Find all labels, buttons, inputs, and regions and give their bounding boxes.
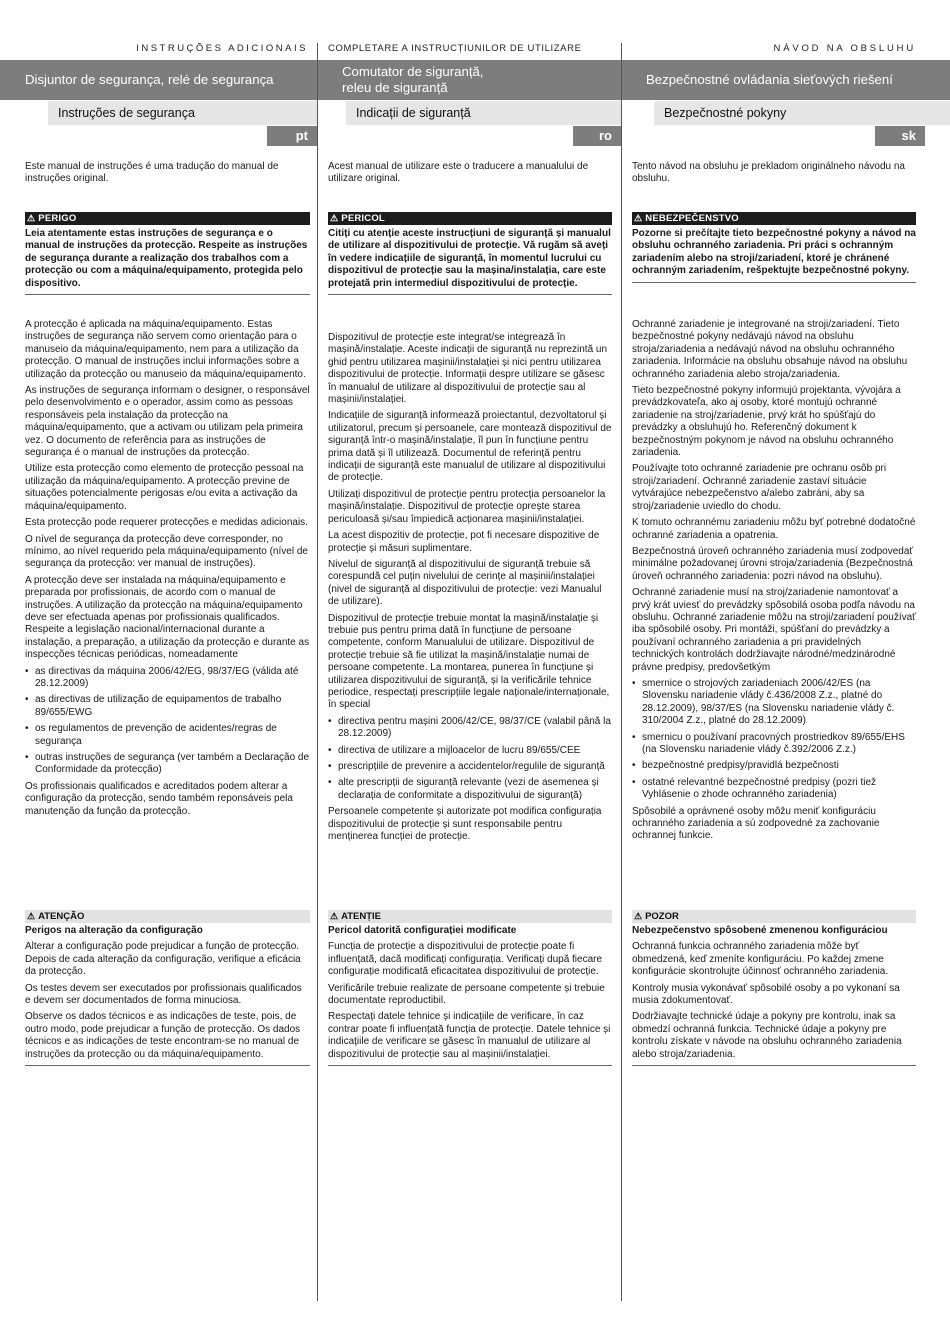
caution-box-pt: [25, 910, 310, 1066]
danger-text-sk: Pozorne si prečítajte tieto bezpečnostné pokyny a návod na obsluhu ochranného zariadenia. Pri práci s ochranným zariadením alebo na stroji/zariadení, ktoré je chránené ochranným zariadením, rešpektujte bezpečnostné pokyny.: [632, 228, 916, 277]
paragraph: Utilizați dispozitivul de protecție pentru protecția persoanelor la mașină/instalație. Dispozitivul de protecție oprește starea periculoasă și/sau împiedică acționarea mașinii/instalației.: [328, 488, 606, 525]
paragraph: Os testes devem ser executados por profissionais qualificados e devem ser documentados de forma minuciosa.: [25, 982, 302, 1007]
paragraph: Tieto bezpečnostné pokyny informujú projektanta, vývojára a prevádzkovateľa, ako aj osoby, ktoré montujú ochranné zariadenie na stroj/zariadenie, prvý krát ho spúšťajú do prevádzky a obsluhujú ho. Referenčný dokument k bezpečnostným pokynom je návod na obsluhu ochranného zariadenia.: [632, 385, 901, 459]
paragraph: Respectați datele tehnice și indicațiile de verificare, în caz contrar poate fi influențată funcția de protecție. Datele tehnice și indicațiile de verificare se găsesc în manualul de utilizare al dispozitivului de protecție sau al mașinii/instalației.: [328, 1011, 611, 1060]
divider: [632, 282, 916, 283]
paragraph: Dodržiavajte technické údaje a pokyny pre kontrolu, inak sa obmedzí ochranná funkcia. Technické údaje a pokyny pre kontrolu získate v návode na obsluhu ochranného zariadenia alebo stroja/zariadenia.: [632, 1011, 902, 1060]
warning-triangle-icon: ⚠: [634, 213, 643, 223]
main-text-ro: [328, 332, 612, 847]
title-sk: Bezpečnostné ovládania sieťových riešení: [646, 72, 893, 87]
column-ro: [328, 40, 612, 1300]
paragraph: Používajte toto ochranné zariadenie pre ochranu osôb pri stroji/zariadení. Ochranné zariadenie zastaví situácie vytvárajúce nebezpečenstvo a/alebo zabráni, aby sa stroj/zariadenie uviedlo do chodu.: [632, 463, 887, 512]
paragraph: Funcția de protecție a dispozitivului de protecție poate fi influențată, dacă modificați configurația. Verificați după fiecare configurație modificată eficacitatea dispozitivului de protecție.: [328, 941, 603, 978]
paragraph: Ochranné zariadenie je integrované na stroji/zariadení. Tieto bezpečnostné pokyny nedávajú návod na obsluhu stroja/zariadenia a nedávajú návod na obsluhu ochranného zariadenia. Informácie na obsluhu obsahuje návod na obsluhu ochranného zariadenia alebo stroja/zariadenia.: [632, 319, 908, 380]
caution-label-pt: ATENÇÃO: [38, 911, 85, 922]
bullet-list: [632, 678, 916, 802]
column-divider: [621, 43, 622, 1301]
top-tag-sk: NÁVOD NA OBSLUHU: [773, 43, 916, 54]
subtitle-ro: Indicații de siguranță: [356, 106, 471, 120]
paragraph: Ochranné zariadenie musí na stroj/zariadenie namontovať a prvý krát uviesť do prevádzky spôsobilá osoba podľa návodu na obsluhu. Ochranné zariadenie môžu na stroji/zariadení používať iba spôsobilé osoby. Pri montáži, spúšťaní do prevádzky a používaní ochranného zariadenia a pri pravidelných technických kontrolách dodržiavajte národné/medzinárodné právne predpisy, predovšetkým: [632, 587, 916, 673]
list-item: • bezpečnostné predpisy/pravidlá bezpečnosti: [632, 760, 916, 772]
divider: [328, 294, 612, 295]
list-item: • directiva de utilizare a mijloacelor de lucru 89/655/CEE: [328, 745, 612, 757]
list-item: • as directivas de utilização de equipamentos de trabalho 89/655/EWG: [25, 694, 310, 719]
paragraph: Os profissionais qualificados e acreditados podem alterar a configuração da protecção, sendo também reponsáveis pela manutenção da função da protecção.: [25, 780, 293, 817]
main-text-sk: [632, 319, 916, 847]
paragraph: Verificările trebuie realizate de persoane competente și trebuie documentate reproductibil.: [328, 982, 605, 1007]
column-divider: [317, 43, 318, 1301]
caution-header-sk: [632, 910, 916, 923]
list-item: • alte prescripții de siguranță relevante (vezi de asemenea și declarația de conformitate a dispozitivului de siguranță): [328, 777, 612, 802]
title-ro-line1: Comutator de siguranță,: [342, 64, 484, 79]
list-item: • ostatné relevantné bezpečnostné predpisy (pozri tiež Vyhlásenie o zhode ochranného zariadenia): [632, 777, 916, 802]
list-item: • as directivas da máquina 2006/42/EG, 98/37/EG (válida até 28.12.2009): [25, 666, 310, 691]
column-sk: [632, 40, 916, 1300]
paragraph: Nivelul de siguranță al dispozitivului de siguranță trebuie să corespundă cel puțin nivelului de cerințe al mașinii/instalației (nivel de siguranță al dispozitivului de protecție: vezi Manualul de utilizare).: [328, 558, 602, 608]
paragraph: Kontroly musia vykonávať spôsobilé osoby a po vykonaní sa musia zdokumentovať.: [632, 982, 900, 1007]
paragraph: Dispozitivul de protecție este integrat/se integrează în mașină/instalație. Aceste indicații de siguranță nu reprezintă un ghid pentru utilizarea mașinii/instalației și nici pentru utilizarea dispozitivului de protecție. Informații despre utilizare se găsesc în manualul de utilizare al dispozitivului de protecție sau al mașinii/instalației.: [328, 332, 608, 406]
paragraph: La acest dispozitiv de protecție, pot fi necesare dispozitive de protecție și măsuri suplimentare.: [328, 530, 600, 554]
paragraph: Esta protecção pode requerer protecções e medidas adicionais.: [25, 517, 308, 529]
caution-header-ro: [328, 910, 612, 923]
intro-sk: Tento návod na obsluhu je prekladom originálneho návodu na obsluhu.: [632, 161, 905, 185]
danger-box-pt: [25, 212, 310, 295]
paragraph: Bezpečnostná úroveň ochranného zariadenia musí zodpovedať minimálne požadovanej úrovni stroja/zariadenia (Bezpečnostná úroveň ochranného zariadenia: pozri návod na obsluhu).: [632, 545, 914, 582]
title-ro-line2: releu de siguranță: [342, 80, 448, 95]
warning-triangle-icon: ⚠: [27, 213, 36, 223]
warning-triangle-icon: ⚠: [330, 911, 339, 921]
caution-box-sk: [632, 910, 916, 1066]
lang-badge-sk: sk: [875, 126, 925, 146]
column-pt: [25, 40, 310, 1300]
divider: [25, 294, 310, 295]
list-item: • outras instruções de segurança (ver também a Declaração de Conformidade da protecção): [25, 752, 310, 777]
paragraph: Dispozitivul de protecție trebuie montat la mașină/instalație și trebuie pus pentru prima dată în funcțiune de persoane competente, conform Manualului de utilizare. Dispozitivul de protecție trebuie să fie utilizat la mașină/instalație numai de persoane competente. La montarea, punerea în funcțiune și utilizarea dispozitivului de siguranță, și la verificările tehnice periodice, respectați prescripțiile legale naționale/internaționale, în special: [328, 612, 610, 711]
caution-label-ro: ATENȚIE: [341, 911, 382, 922]
bullet-list: [25, 666, 310, 777]
danger-text-ro: Citiți cu atenție aceste instrucțiuni de siguranță și manualul de utilizare al dispozitivului de protecție. Vă rugăm să aveți în vedere indicațiile de siguranță, în momentul lucrului cu dispozitivul de protecție sau la mașina/instalația, care este protejată prin intermediul dispozitivului de protecție.: [328, 228, 611, 289]
list-item: • smernice o strojových zariadeniach 2006/42/ES (na Slovensku nariadenie vlády č.436/2008 Z.z., platné do 28.12.2009), 98/37/ES (na Slovensku nariadenie vlády č. 310/2004 Z.z., platné do 28.12.2009): [632, 678, 916, 728]
danger-header-sk: [632, 212, 916, 225]
intro-pt: Este manual de instruções é uma tradução do manual de instruções original.: [25, 161, 279, 185]
main-text-pt: [25, 319, 310, 822]
danger-label-sk: NEBEZPEČENSTVO: [645, 213, 739, 224]
danger-box-sk: [632, 212, 916, 283]
caution-subtitle-ro: Pericol datorită configurației modificate: [328, 925, 517, 936]
lang-badge-ro: ro: [573, 126, 621, 146]
warning-triangle-icon: ⚠: [634, 911, 643, 921]
list-item: • prescripțiile de prevenire a accidentelor/regulile de siguranță: [328, 761, 612, 773]
danger-text-pt: Leia atentamente estas instruções de segurança e o manual de instruções da protecção. Respeite as instruções de segurança durante a realização dos trabalhos com a protecção ou com a máquina/equipamento, protegida pelo dispositivo.: [25, 228, 308, 289]
paragraph: As instruções de segurança informam o designer, o responsável pelo desenvolvimento e o operador, assim como as pessoas responsáveis pela instalação da protecção na máquina/equipamento, que a activam ou utilizam pela primeira vez. O documento de referência para as instruções de segurança é o manual de instruções da protecção.: [25, 385, 310, 459]
paragraph: Persoanele competente și autorizate pot modifica configurația dispozitivului de protecție și sunt responsabile pentru menținerea funcției de protecție.: [328, 806, 602, 843]
caution-box-ro: [328, 910, 612, 1066]
paragraph: A protecção é aplicada na máquina/equipamento. Estas instruções de segurança não servem como orientação para o manuseio da máquina/equipamento, nem para a utilização da protecção. O manual de instruções inclui informações sobre a utilização da protecção ou manuseio da máquina/equipamento.: [25, 319, 306, 380]
divider: [25, 1065, 310, 1066]
intro-ro: Acest manual de utilizare este o traducere a manualului de utilizare original.: [328, 161, 589, 185]
top-tag-pt: INSTRUÇÕES ADICIONAIS: [136, 43, 308, 54]
top-tag-ro: COMPLETARE A INSTRUCȚIUNILOR DE UTILIZARE: [328, 43, 582, 54]
caution-subtitle-pt: Perigos na alteração da configuração: [25, 925, 203, 936]
danger-label-pt: PERIGO: [38, 213, 77, 224]
danger-header-pt: [25, 212, 310, 225]
paragraph: Indicațiile de siguranță informează proiectantul, dezvoltatorul și utilizatorul, precum și persoanele, care montează dispozitivul de siguranță într-o mașină/instalație, îl pun în funcțiune pentru prima dată și îl utilizează. Documentul de referință pentru indicații de siguranță este manualul de utilizare al dispozitivului de protecție.: [328, 410, 612, 484]
caution-subtitle-sk: Nebezpečenstvo spôsobené zmenenou konfiguráciou: [632, 925, 888, 936]
lang-badge-pt: pt: [267, 126, 317, 146]
subtitle-pt: Instruções de segurança: [58, 106, 195, 120]
paragraph: Observe os dados técnicos e as indicações de teste, pois, de outro modo, pode prejudicar a função de protecção. Os dados técnicos e as indicações de teste encontram-se no manual de instruções da protecção ou da máquina/equipamento.: [25, 1011, 301, 1060]
list-item: • os regulamentos de prevenção de acidentes/regras de segurança: [25, 723, 310, 748]
paragraph: Ochranná funkcia ochranného zariadenia môže byť obmedzená, keď zmeníte konfiguráciu. Po každej zmene konfigurácie skontrolujte účinnosť ochranného zariadenia.: [632, 941, 889, 978]
divider: [632, 1065, 916, 1066]
list-item: • directiva pentru mașini 2006/42/CE, 98/37/CE (valabil până la 28.12.2009): [328, 716, 612, 741]
danger-box-ro: [328, 212, 612, 295]
paragraph: O nível de segurança da protecção deve corresponder, no mínimo, ao nível requerido pela máquina/equipamento (nível de segurança da protecção: ver manual de instruções).: [25, 533, 308, 570]
subtitle-sk: Bezpečnostné pokyny: [664, 106, 787, 120]
bullet-list: [328, 716, 612, 802]
paragraph: Alterar a configuração pode prejudicar a função de protecção. Depois de cada alteração da configuração, verifique a eficácia da protecção.: [25, 941, 301, 978]
danger-label-ro: PERICOL: [341, 213, 385, 224]
title-pt: Disjuntor de segurança, relé de segurança: [25, 72, 274, 87]
list-item: • smernicu o používaní pracovných prostriedkov 89/655/EHS (na Slovensku nariadenie vlády č.392/2006 Z.z.): [632, 732, 916, 757]
danger-header-ro: [328, 212, 612, 225]
paragraph: K tomuto ochrannému zariadeniu môžu byť potrebné dodatočné ochranné zariadenia a opatrenia.: [632, 517, 916, 541]
paragraph: Spôsobilé a oprávnené osoby môžu meniť konfiguráciu ochranného zariadenia a sú zodpovedné za zachovanie ochrannej funkcie.: [632, 805, 880, 842]
paragraph: A protecção deve ser instalada na máquina/equipamento e preparada por profissionais, de acordo com o manual de instruções. A utilização da protecção na máquina/equipamento deve ser efectuada apenas por profissionais qualificados. Respeite a legislação nacional/internacional durante a instalação, a preparação, a utilização da protecção e durante as inspecções técnicas periódicas, nomeadamente: [25, 574, 310, 661]
paragraph: Utilize esta protecção como elemento de protecção pessoal na utilização da máquina/equipamento. A protecção previne de situações potencialmente perigosas e/ou evita a activação da máquina/equipamento.: [25, 463, 304, 512]
divider: [328, 1065, 612, 1066]
caution-label-sk: POZOR: [645, 911, 679, 922]
warning-triangle-icon: ⚠: [27, 911, 36, 921]
warning-triangle-icon: ⚠: [330, 213, 339, 223]
caution-header-pt: [25, 910, 310, 923]
